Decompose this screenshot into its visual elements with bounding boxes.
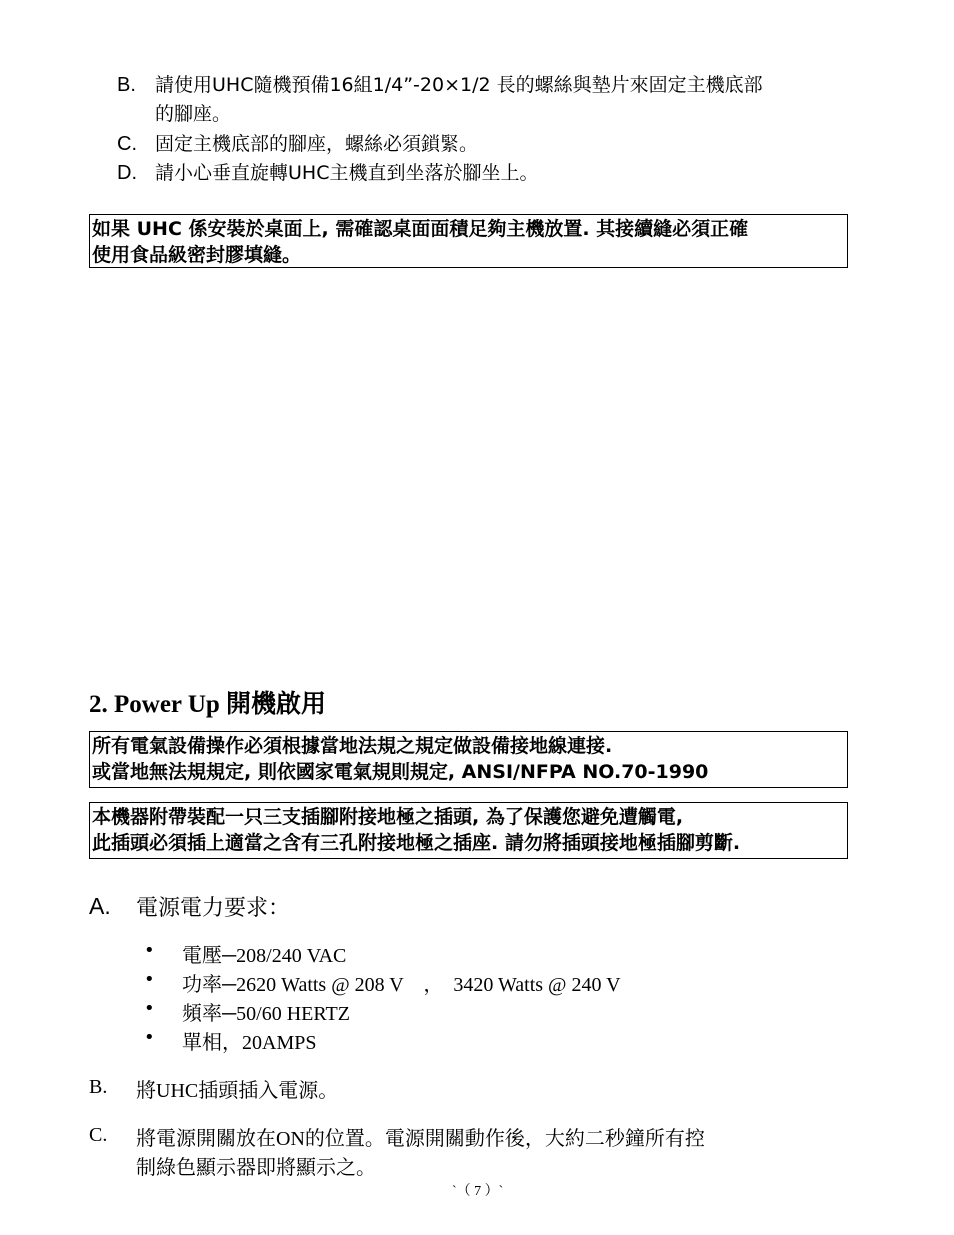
- install-step-d-line1: 請小心垂直旋轉UHC主機直到坐落於腳坐上。: [155, 162, 539, 184]
- notice-desktop-line1: 如果 UHC 係安裝於桌面上, 需確認桌面面積足夠主機放置. 其接續縫必須正確: [92, 218, 749, 240]
- install-step-b-line1: 請使用UHC隨機預備16組1/4”-20×1/2 長的螺絲與墊片來固定主機底部: [155, 74, 763, 96]
- power-req-letter: A.: [89, 893, 111, 919]
- page-number: `（ 7 ）`: [452, 1184, 504, 1199]
- power-step-c-line1: 將電源開關放在ON的位置。電源開關動作後，大約二秒鐘所有控: [136, 1128, 705, 1150]
- power-req-heading: 電源電力要求：: [136, 896, 291, 921]
- power-step-c-line2: 制綠色顯示器即將顯示之。: [136, 1157, 376, 1179]
- bullet-dot: •: [144, 940, 155, 961]
- install-step-d-letter: D.: [117, 162, 137, 184]
- bullet-dot: •: [144, 969, 155, 990]
- section-title: 2. Power Up 開機啟用: [89, 691, 327, 718]
- bullet-dot: •: [144, 1027, 155, 1048]
- power-req-phase: 單相，20AMPS: [182, 1032, 317, 1054]
- notice-grounding-line2: 或當地無法規規定, 則依國家電氣規則規定, ANSI/NFPA NO.70-1990: [92, 761, 709, 783]
- power-step-b-letter: B.: [89, 1076, 108, 1098]
- notice-desktop-box: [89, 214, 848, 268]
- notice-plug-line1: 本機器附帶裝配一只三支插腳附接地極之插頭, 為了保護您避免遭觸電,: [92, 806, 684, 828]
- power-step-c-letter: C.: [89, 1124, 108, 1146]
- power-req-voltage: 電壓─208/240 VAC: [182, 945, 347, 967]
- install-step-c-line1: 固定主機底部的腳座，螺絲必須鎖緊。: [155, 133, 479, 155]
- install-step-b-line2: 的腳座。: [155, 103, 232, 125]
- notice-grounding-line1: 所有電氣設備操作必須根據當地法規之規定做設備接地線連接.: [92, 735, 613, 757]
- notice-grounding-box: [89, 731, 848, 788]
- power-req-frequency: 頻率─50/60 HERTZ: [182, 1003, 350, 1025]
- power-step-b-line1: 將UHC插頭插入電源。: [136, 1080, 339, 1102]
- bullet-dot: •: [144, 998, 155, 1019]
- install-step-b-letter: B.: [117, 74, 136, 96]
- notice-plug-line2: 此插頭必須插上適當之含有三孔附接地極之插座. 請勿將插頭接地極插腳剪斷.: [92, 832, 741, 854]
- notice-plug-box: [89, 802, 848, 859]
- notice-desktop-line2: 使用食品級密封膠填縫。: [92, 244, 302, 266]
- install-step-c-letter: C.: [117, 133, 137, 155]
- power-req-wattage: 功率─2620 Watts @ 208 V ， 3420 Watts @ 240 V: [182, 974, 621, 996]
